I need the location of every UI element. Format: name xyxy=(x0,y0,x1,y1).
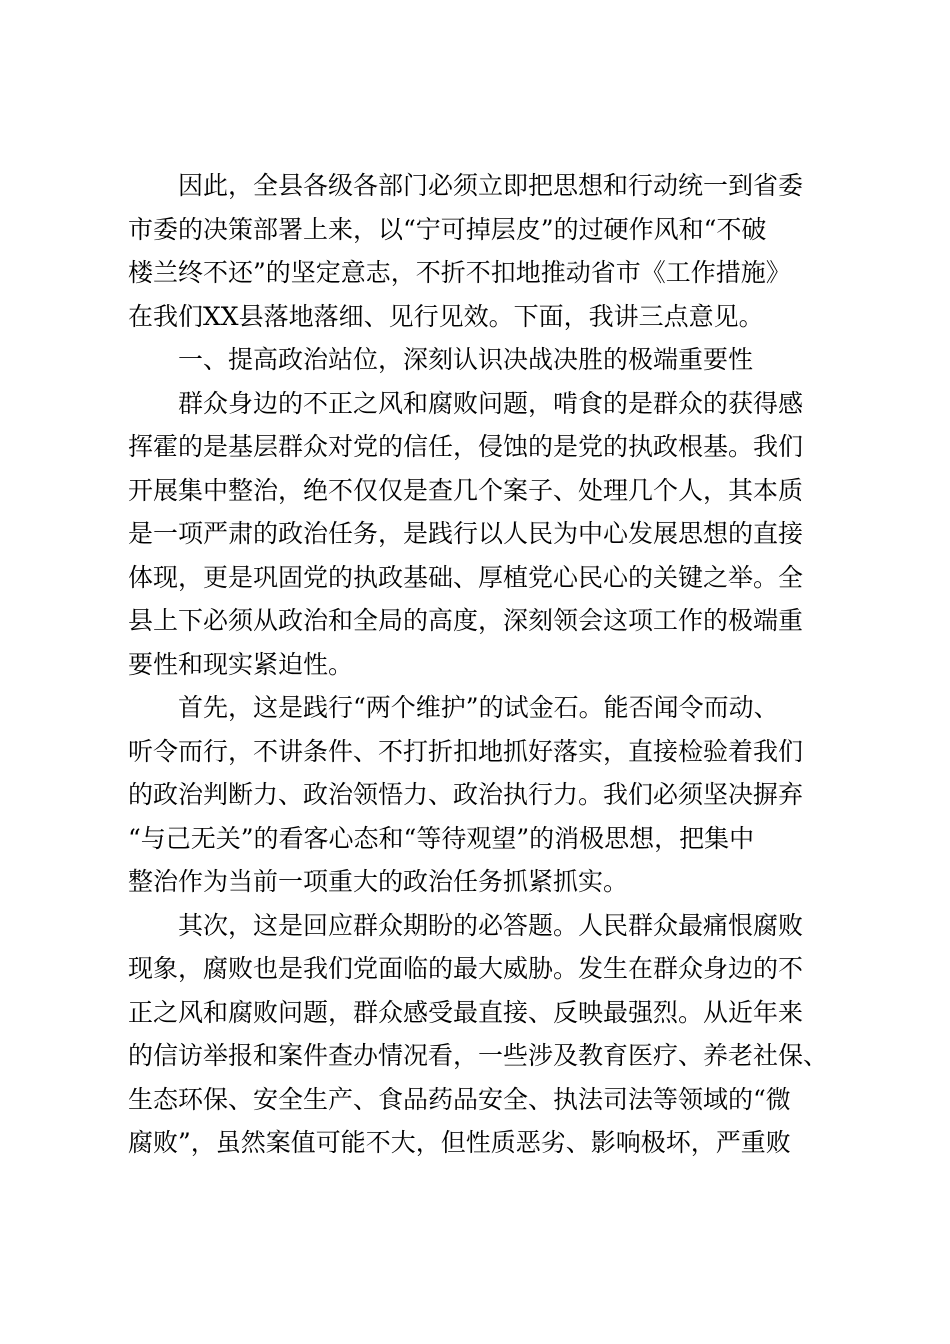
paragraph-second xyxy=(128,904,833,1165)
text-line: 的信访举报和案件查办情况看，一些涉及教育医疗、养老社保、 xyxy=(128,1041,829,1070)
text-line: 在我们XX县落地落细、见行见效。下面，我讲三点意见。 xyxy=(128,301,764,331)
text-line: 听令而行，不讲条件、不打折扣地抓好落实，直接检验着我们 xyxy=(128,736,804,766)
text-line: 开展集中整治，绝不仅仅是查几个案子、处理几个人，其本质 xyxy=(128,475,804,505)
text-line: 要性和现实紧迫性。 xyxy=(128,649,354,679)
text-line: 正之风和腐败问题，群众感受最直接、反映最强烈。从近年来 xyxy=(128,997,804,1027)
text-line: 整治作为当前一项重大的政治任务抓紧抓实。 xyxy=(128,867,629,896)
section-heading xyxy=(128,338,833,382)
text-line: 生态环保、安全生产、食品药品安全、执法司法等领域的“微 xyxy=(128,1084,791,1114)
text-line: 市委的决策部署上来，以“宁可掉层皮”的过硬作风和“不破 xyxy=(128,214,767,244)
heading-line: 一、提高政治站位，深刻认识决战决胜的极端重要性 xyxy=(178,345,754,374)
paragraph-significance xyxy=(128,382,833,687)
document-body xyxy=(128,164,833,1165)
text-line: “与己无关”的看客心态和“等待观望”的消极思想，把集中 xyxy=(128,823,755,853)
text-line: 体现，更是巩固党的执政基础、厚植党心民心的关键之举。全 xyxy=(128,562,804,592)
text-line: 楼兰终不还”的坚定意志，不折不扣地推动省市《工作措施》 xyxy=(128,258,791,287)
text-line: 挥霍的是基层群众对党的信任，侵蚀的是党的执政根基。我们 xyxy=(128,432,804,461)
text-line: 是一项严肃的政治任务，是践行以人民为中心发展思想的直接 xyxy=(128,519,804,548)
text-line: 其次，这是回应群众期盼的必答题。人民群众最痛恨腐败 xyxy=(178,910,804,940)
text-line: 现象，腐败也是我们党面临的最大威胁。发生在群众身边的不 xyxy=(128,954,804,983)
text-line: 因此，全县各级各部门必须立即把思想和行动统一到省委 xyxy=(178,171,804,200)
text-line: 首先，这是践行“两个维护”的试金石。能否闻令而动、 xyxy=(178,693,779,722)
paragraph-first xyxy=(128,686,833,904)
paragraph-intro xyxy=(128,164,833,338)
text-line: 群众身边的不正之风和腐败问题，啃食的是群众的获得感 xyxy=(178,388,804,418)
text-line: 县上下必须从政治和全局的高度，深刻领会这项工作的极端重 xyxy=(128,606,804,635)
text-line: 腐败”，虽然案值可能不大，但性质恶劣、影响极坏，严重败 xyxy=(128,1128,791,1157)
text-line: 的政治判断力、政治领悟力、政治执行力。我们必须坚决摒弃 xyxy=(128,780,804,809)
